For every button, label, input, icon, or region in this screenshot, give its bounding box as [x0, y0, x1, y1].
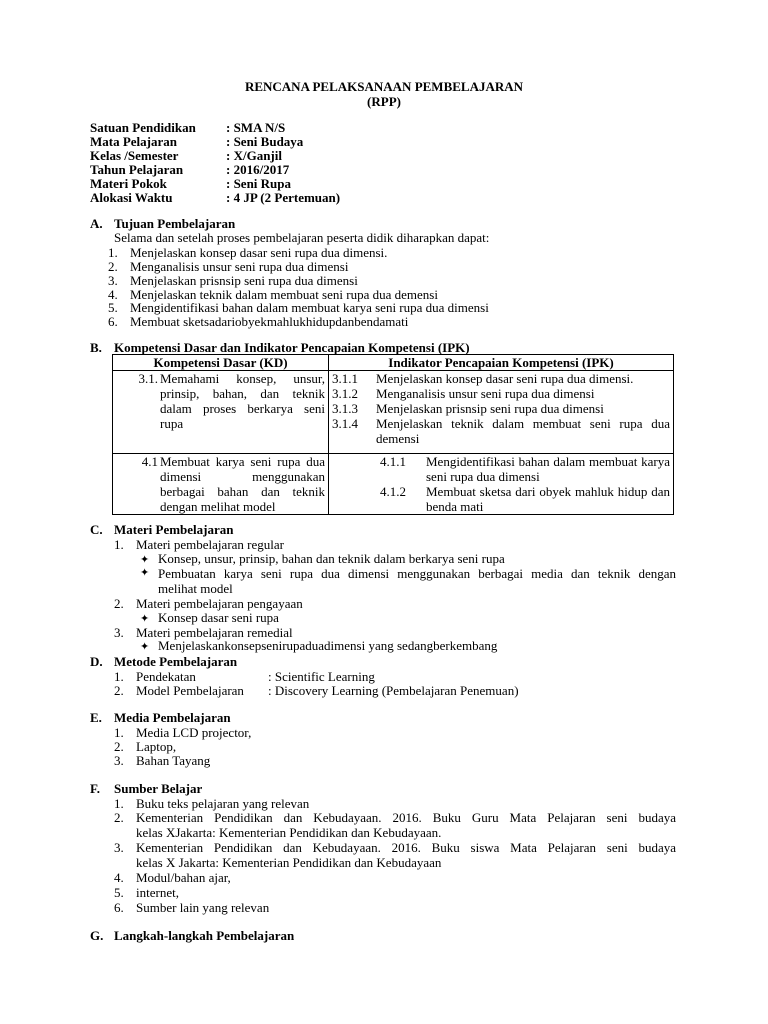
identity-label: Satuan Pendidikan: [90, 120, 196, 135]
ipk-number: 3.1.3: [332, 401, 358, 416]
competency-table: [112, 354, 674, 515]
list-item-continued: kelas XJakarta: Kementerian Pendidikan dan Kebudayaan.: [136, 825, 442, 840]
section-heading-f: F. Sumber Belajar: [90, 781, 203, 796]
ipk-number: 3.1.4: [332, 416, 358, 431]
identity-row: [90, 190, 340, 206]
kd-number: 3.1.: [138, 371, 158, 386]
section-heading-b: B. Kompetensi Dasar dan Indikator Pencapaian Kompetensi (IPK): [90, 340, 470, 355]
ipk-text: Mengidentifikasi bahan dalam membuat karya seni rupa dua dimensi: [426, 454, 670, 484]
section-heading-c: C. Materi Pembelajaran: [90, 522, 234, 537]
star-bullet-icon: ✦: [140, 554, 150, 566]
identity-value: : Seni Budaya: [226, 134, 304, 149]
list-item: 4. Modul/bahan ajar,: [114, 870, 231, 885]
kd-text: Membuat karya seni rupa dua dimensi menggunakan berbagai bahan dan teknik dengan melihat model: [160, 454, 325, 514]
identity-value: : 2016/2017: [226, 162, 290, 177]
list-item: 3. Materi pembelajaran remedial: [114, 625, 293, 640]
list-item: 1. Pendekatan : Scientific Learning: [114, 669, 375, 684]
identity-label: Mata Pelajaran: [90, 134, 178, 149]
document-subtitle: (RPP): [367, 94, 401, 109]
identity-value: : X/Ganjil: [226, 148, 282, 163]
ipk-number: 4.1.1: [380, 454, 406, 469]
table-header-row: [113, 355, 674, 371]
list-item: 4. Menjelaskan teknik dalam membuat seni rupa dua demensi: [108, 287, 438, 302]
list-item: 5. internet,: [114, 885, 179, 900]
ipk-text: Menjelaskan konsep dasar seni rupa dua dimensi.: [376, 371, 634, 386]
document-title: RENCANA PELAKSANAAN PEMBELAJARAN: [244, 79, 524, 94]
list-item: 3. Kementerian Pendidikan dan Kebudayaan. 2016. Buku siswa Mata Pelajaran seni budaya: [114, 840, 676, 855]
section-a-intro: Selama dan setelah proses pembelajaran peserta didik diharapkan dapat:: [114, 230, 490, 245]
identity-label: Alokasi Waktu: [90, 190, 173, 205]
star-bullet-icon: ✦: [140, 613, 150, 625]
list-item: 1. Media LCD projector,: [114, 725, 252, 740]
list-item: 3. Bahan Tayang: [114, 753, 211, 768]
ipk-text: Menjelaskan teknik dalam membuat seni rupa dua demensi: [376, 416, 670, 446]
identity-label: Kelas /Semester: [90, 148, 179, 163]
identity-label: Tahun Pelajaran: [90, 162, 184, 177]
ipk-cell: [329, 454, 674, 515]
kd-cell: [113, 371, 329, 454]
list-item: 2. Menganalisis unsur seni rupa dua dimensi: [108, 259, 349, 274]
kd-text: Memahami konsep, unsur, prinsip, bahan, dan teknik dalam proses berkarya seni rupa: [160, 371, 325, 431]
ipk-text: Membuat sketsa dari obyek mahluk hidup dan benda mati: [426, 484, 670, 514]
identity-value: : 4 JP (2 Pertemuan): [226, 190, 341, 205]
star-bullet-icon: ✦: [140, 641, 150, 653]
list-item: 2. Laptop,: [114, 739, 177, 754]
bullet-item: ✦ Konsep, unsur, prinsip, bahan dan teknik dalam berkarya seni rupa: [140, 551, 505, 566]
list-item: 1. Materi pembelajaran regular: [114, 537, 284, 552]
ipk-number: 3.1.2: [332, 386, 358, 401]
bullet-item: ✦ Menjelaskankonsepsenirupaduadimensi yang sedangberkembang: [140, 638, 498, 653]
list-item: 5. Mengidentifikasi bahan dalam membuat karya seni rupa dua dimensi: [108, 300, 489, 315]
column-header-ipk: Indikator Pencapaian Kompetensi (IPK): [329, 355, 674, 371]
ipk-text: Menjelaskan prisnsip seni rupa dua dimensi: [376, 401, 604, 416]
section-heading-g: G. Langkah-langkah Pembelajaran: [90, 928, 295, 943]
table-row: [113, 371, 674, 454]
list-item: 1. Buku teks pelajaran yang relevan: [114, 796, 310, 811]
list-item: 2. Kementerian Pendidikan dan Kebudayaan. 2016. Buku Guru Mata Pelajaran seni budaya: [114, 810, 676, 825]
kd-cell: [113, 454, 329, 515]
ipk-text: Menganalisis unsur seni rupa dua dimensi: [376, 386, 595, 401]
column-header-kd: Kompetensi Dasar (KD): [113, 355, 329, 371]
section-heading-e: E. Media Pembelajaran: [90, 710, 231, 725]
list-item: 2. Materi pembelajaran pengayaan: [114, 596, 303, 611]
list-item: 2. Model Pembelajaran : Discovery Learning (Pembelajaran Penemuan): [114, 683, 519, 698]
identity-value: : Seni Rupa: [226, 176, 292, 191]
ipk-number: 4.1.2: [380, 484, 406, 499]
bullet-item: ✦ Konsep dasar seni rupa: [140, 610, 279, 625]
list-item: 3. Menjelaskan prisnsip seni rupa dua dimensi: [108, 273, 358, 288]
section-heading-a: A. Tujuan Pembelajaran: [90, 216, 236, 231]
section-heading-d: D. Metode Pembelajaran: [90, 654, 238, 669]
bullet-item-continued: melihat model: [158, 581, 233, 596]
ipk-number: 3.1.1: [332, 371, 358, 386]
star-bullet-icon: ✦: [140, 567, 150, 579]
bullet-item: ✦ Pembuatan karya seni rupa dua dimensi menggunakan berbagai media dan teknik dengan: [140, 566, 676, 581]
identity-label: Materi Pokok: [90, 176, 167, 191]
ipk-cell: [329, 371, 674, 454]
list-item: 1. Menjelaskan konsep dasar seni rupa dua dimensi.: [108, 245, 388, 260]
list-item: 6. Sumber lain yang relevan: [114, 900, 270, 915]
list-item: 6. Membuat sketsadariobyekmahlukhidupdanbendamati: [108, 314, 409, 329]
identity-value: : SMA N/S: [226, 120, 286, 135]
table-row: [113, 454, 674, 515]
kd-number: 4.1: [141, 454, 158, 469]
list-item-continued: kelas X Jakarta: Kementerian Pendidikan dan Kebudayaan: [136, 855, 442, 870]
